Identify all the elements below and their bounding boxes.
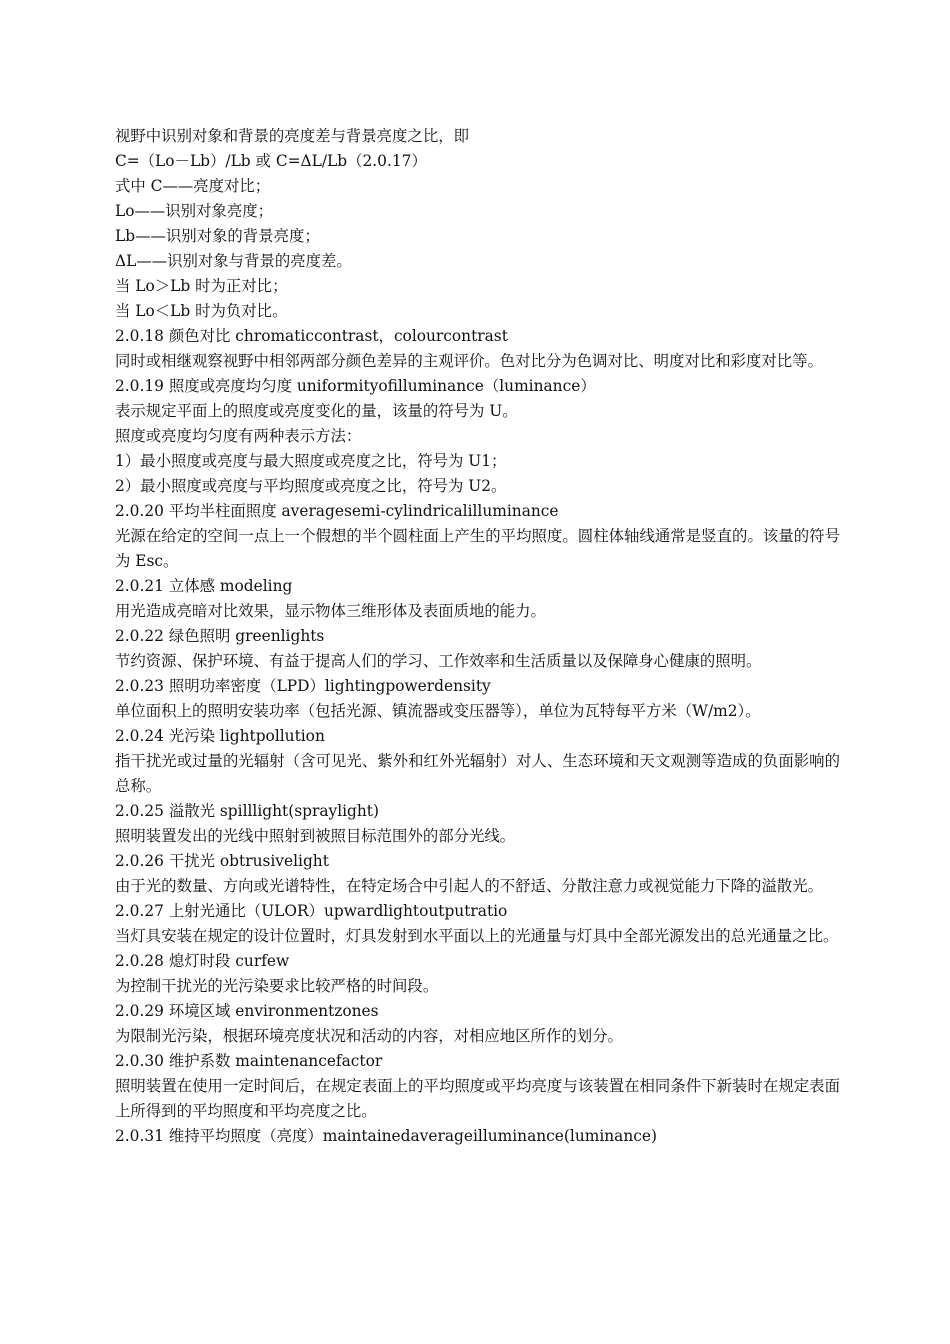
- term-heading: 2.0.26 干扰光 obtrusivelight: [115, 852, 329, 870]
- term-heading: 2.0.21 立体感 modeling: [115, 577, 293, 595]
- definition-paragraph: 光源在给定的空间一点上一个假想的半个圆柱面上产生的平均照度。圆柱体轴线通常是竖直的。该量的符号为 Esc。: [115, 527, 840, 570]
- text-line: Lo——识别对象亮度；: [115, 202, 274, 220]
- document-body: [115, 124, 840, 1149]
- text-line: ΔL——识别对象与背景的亮度差。: [115, 252, 352, 270]
- text-line: 照度或亮度均匀度有两种表示方法：: [115, 427, 362, 445]
- term-heading: 2.0.18 颜色对比 chromaticcontrast，colourcontrast: [115, 327, 508, 345]
- text-line: 式中 C——亮度对比；: [115, 177, 271, 195]
- text-line: 用光造成亮暗对比效果，显示物体三维形体及表面质地的能力。: [115, 602, 546, 620]
- text-line: 当 Lo＞Lb 时为正对比；: [115, 277, 288, 295]
- text-line: 节约资源、保护环境、有益于提高人们的学习、工作效率和生活质量以及保障身心健康的照明。: [115, 652, 762, 670]
- term-heading: 2.0.19 照度或亮度均匀度 uniformityofilluminance（luminance）: [115, 377, 596, 395]
- term-heading: 2.0.23 照明功率密度（LPD）lightingpowerdensity: [115, 677, 491, 695]
- text-line: 为控制干扰光的光污染要求比较严格的时间段。: [115, 977, 439, 995]
- text-line: 单位面积上的照明安装功率（包括光源、镇流器或变压器等），单位为瓦特每平方米（W/m2）。: [115, 702, 761, 720]
- term-heading: 2.0.22 绿色照明 greenlights: [115, 627, 325, 645]
- definition-paragraph: 同时或相继观察视野中相邻两部分颜色差异的主观评价。色对比分为色调对比、明度对比和彩度对比等。: [115, 352, 823, 370]
- text-line: 1）最小照度或亮度与最大照度或亮度之比，符号为 U1；: [115, 452, 507, 470]
- term-heading: 2.0.25 溢散光 spilllight(spraylight): [115, 802, 380, 820]
- term-heading: 2.0.24 光污染 lightpollution: [115, 727, 325, 745]
- text-line: 2）最小照度或亮度与平均照度或亮度之比，符号为 U2。: [115, 477, 507, 495]
- term-heading: 2.0.29 环境区域 environmentzones: [115, 1002, 379, 1020]
- text-line: 照明装置发出的光线中照射到被照目标范围外的部分光线。: [115, 827, 516, 845]
- text-line: 当 Lo＜Lb 时为负对比。: [115, 302, 288, 320]
- term-heading: 2.0.20 平均半柱面照度 averagesemi-cylindricalilluminance: [115, 502, 559, 520]
- term-heading: 2.0.30 维护系数 maintenancefactor: [115, 1052, 383, 1070]
- term-heading: 2.0.31 维持平均照度（亮度）maintainedaverageilluminance(luminance): [115, 1127, 657, 1145]
- definition-paragraph: 照明装置在使用一定时间后，在规定表面上的平均照度或平均亮度与该装置在相同条件下新装时在规定表面上所得到的平均照度和平均亮度之比。: [115, 1077, 840, 1120]
- term-heading: 2.0.28 熄灯时段 curfew: [115, 952, 290, 970]
- definition-paragraph: 由于光的数量、方向或光谱特性，在特定场合中引起人的不舒适、分散注意力或视觉能力下降的溢散光。: [115, 877, 823, 895]
- text-line: 视野中识别对象和背景的亮度差与背景亮度之比，即: [115, 127, 469, 145]
- definition-paragraph: 当灯具安装在规定的设计位置时，灯具发射到水平面以上的光通量与灯具中全部光源发出的总光通量之比。: [115, 927, 839, 945]
- term-heading: 2.0.27 上射光通比（ULOR）upwardlightoutputratio: [115, 902, 508, 920]
- text-line: Lb——识别对象的背景亮度；: [115, 227, 320, 245]
- text-line: C=（Lo－Lb）/Lb 或 C=ΔL/Lb（2.0.17）: [115, 152, 427, 170]
- text-line: 为限制光污染，根据环境亮度状况和活动的内容，对相应地区所作的划分。: [115, 1027, 623, 1045]
- text-line: 表示规定平面上的照度或亮度变化的量，该量的符号为 U。: [115, 402, 518, 420]
- definition-paragraph: 指干扰光或过量的光辐射（含可见光、紫外和红外光辐射）对人、生态环境和天文观测等造成的负面影响的总称。: [115, 752, 840, 795]
